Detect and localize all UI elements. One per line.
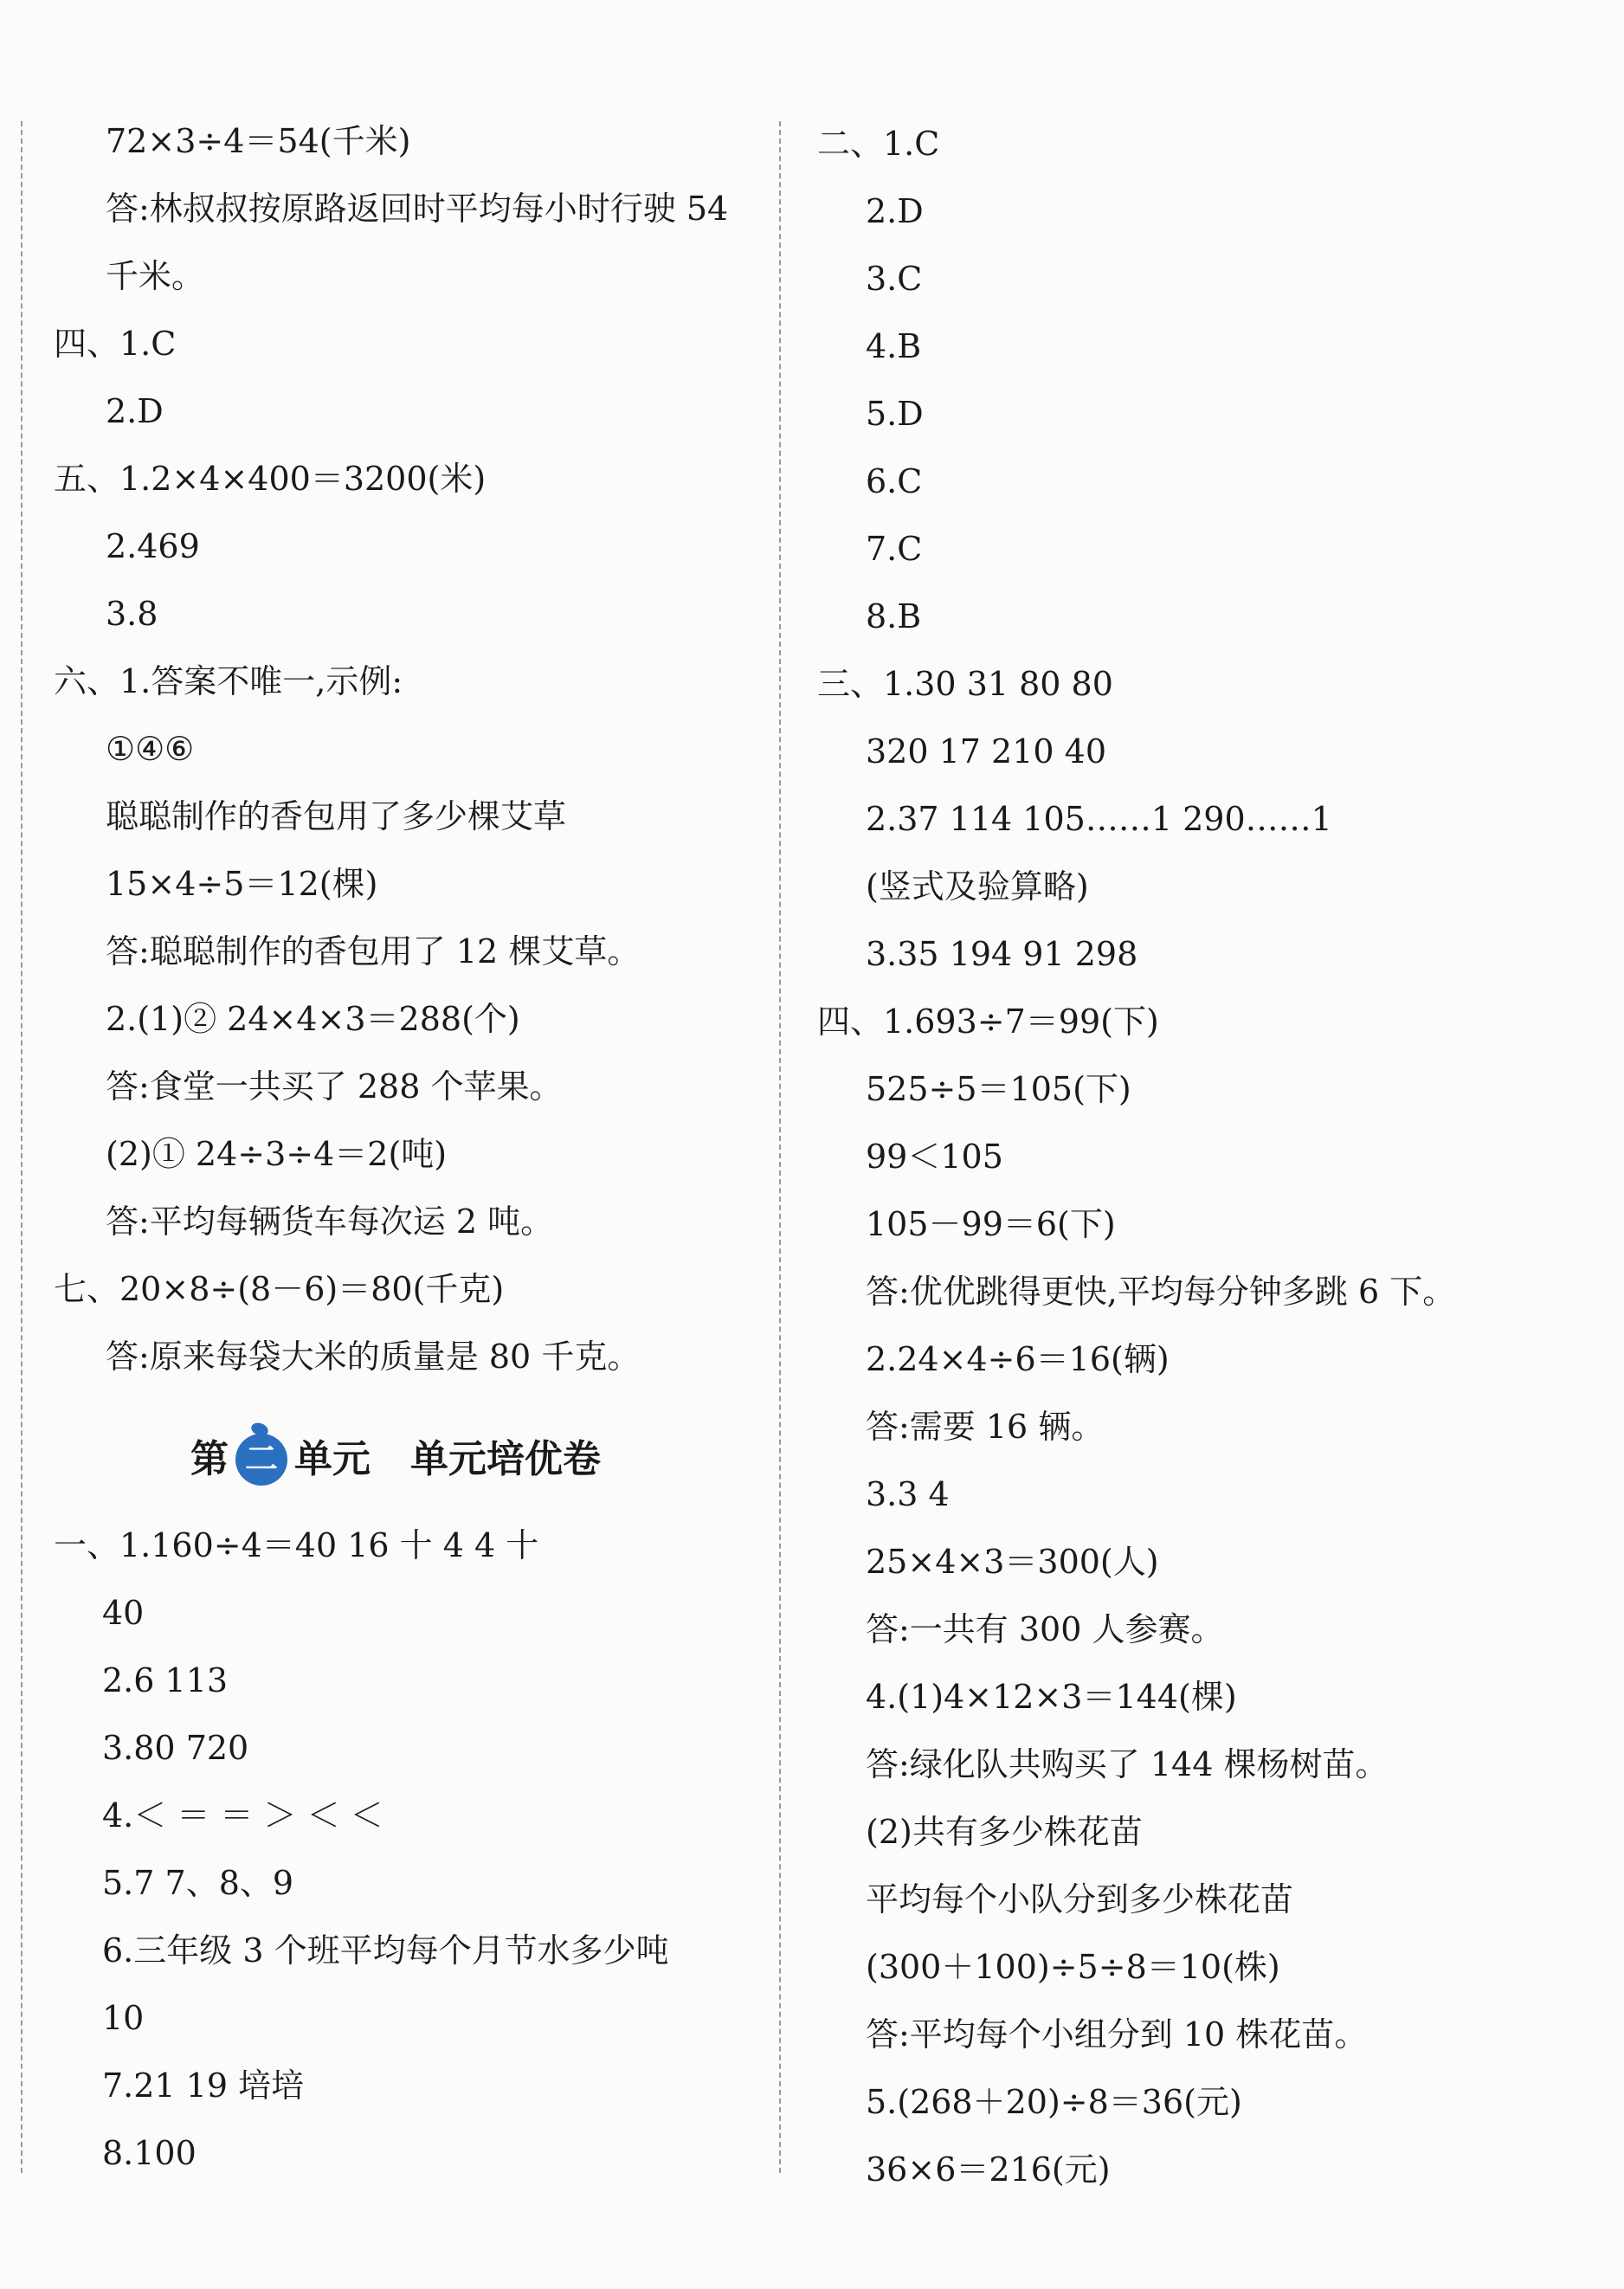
answer-line: 525÷5＝105(下)	[866, 1070, 1131, 1108]
answer-line: 5.7 7、8、9	[102, 1864, 294, 1902]
answer-line: 2.37 114 105……1 290……1	[866, 800, 1332, 838]
answer-line: 3.35 194 91 298	[866, 935, 1138, 973]
answer-line: 答:林叔叔按原路返回时平均每小时行驶 54	[106, 190, 729, 228]
answer-line: 99＜105	[866, 1138, 1003, 1176]
answer-line: 3.8	[106, 595, 158, 633]
answer-line: 2.6 113	[102, 1661, 229, 1699]
section-title	[190, 1434, 601, 1486]
unit-number: 二	[244, 1440, 278, 1478]
answer-line: 105－99＝6(下)	[866, 1205, 1116, 1243]
answer-line: 一、1.160÷4＝40 16 十 4 4 十	[54, 1526, 539, 1564]
unit-number-badge	[235, 1434, 287, 1486]
answer-line: 3.C	[866, 260, 923, 298]
answer-line: 答:一共有 300 人参赛。	[866, 1610, 1224, 1648]
left-margin-rule	[21, 121, 23, 2173]
answer-line: 2.D	[866, 192, 924, 230]
answer-line: (竖式及验算略)	[866, 867, 1089, 906]
answer-line: 答:平均每辆货车每次运 2 吨。	[106, 1203, 554, 1241]
answer-line: 平均每个小队分到多少株花苗	[866, 1880, 1294, 1918]
answer-line: 4.＜ ＝ ＝ ＞ ＜ ＜	[102, 1796, 383, 1834]
answer-line: 答:聪聪制作的香包用了 12 棵艾草。	[106, 932, 641, 970]
answer-line: 聪聪制作的香包用了多少棵艾草	[106, 797, 567, 835]
answer-line: 3.3 4	[866, 1475, 950, 1513]
answer-line: 四、1.C	[54, 325, 177, 363]
answer-line: 五、1.2×4×400＝3200(米)	[54, 460, 487, 498]
answer-line: 36×6＝216(元)	[866, 2150, 1111, 2189]
answer-line: 2.D	[106, 392, 164, 430]
answer-line: 3.80 720	[102, 1729, 249, 1767]
answer-line: 6.C	[866, 462, 923, 500]
answer-line: 25×4×3＝300(人)	[866, 1543, 1159, 1581]
answer-line: 七、20×8÷(8－6)＝80(千克)	[54, 1270, 505, 1308]
answer-line: 8.100	[102, 2134, 197, 2172]
answer-line: 5.D	[866, 395, 924, 433]
answer-line: 2.469	[106, 527, 200, 565]
answer-line: 六、1.答案不唯一,示例:	[54, 662, 403, 700]
answer-line: 4.(1)4×12×3＝144(棵)	[866, 1678, 1237, 1716]
answer-line: 4.B	[866, 327, 922, 365]
answer-line: 5.(268＋20)÷8＝36(元)	[866, 2083, 1242, 2121]
section-title-prefix: 第	[190, 1437, 229, 1481]
answer-line: 三、1.30 31 80 80	[817, 665, 1113, 703]
answer-line: 答:食堂一共买了 288 个苹果。	[106, 1067, 563, 1106]
answer-line: (300＋100)÷5÷8＝10(株)	[866, 1948, 1280, 1986]
answer-line: 320 17 210 40	[866, 732, 1107, 771]
section-title-suffix: 单元	[294, 1437, 371, 1481]
answer-line: 二、1.C	[817, 125, 940, 163]
answer-line: 2.(1)② 24×4×3＝288(个)	[106, 1000, 520, 1038]
answer-line: 7.C	[866, 530, 923, 568]
section-title-name: 单元培优卷	[410, 1437, 601, 1481]
answer-line: 答:原来每袋大米的质量是 80 千克。	[106, 1338, 641, 1376]
answer-line: 2.24×4÷6＝16(辆)	[866, 1340, 1170, 1378]
leaf-icon	[249, 1421, 270, 1438]
answer-line: 千米。	[106, 257, 205, 295]
answer-line: 40	[102, 1594, 145, 1632]
answer-line: 8.B	[866, 597, 922, 635]
answer-line: 答:平均每个小组分到 10 株花苗。	[866, 2015, 1368, 2054]
answer-line: 答:需要 16 辆。	[866, 1408, 1105, 1446]
answer-line: 答:绿化队共购买了 144 棵杨树苗。	[866, 1745, 1389, 1783]
answer-line: 6.三年级 3 个班平均每个月节水多少吨	[102, 1931, 669, 1970]
answer-line: 15×4÷5＝12(棵)	[106, 865, 378, 903]
answer-line: (2)共有多少株花苗	[866, 1813, 1143, 1851]
answer-line: 72×3÷4＝54(千米)	[106, 122, 411, 160]
answer-line: 四、1.693÷7＝99(下)	[817, 1003, 1159, 1041]
answer-line: (2)① 24÷3÷4＝2(吨)	[106, 1135, 448, 1173]
answer-line: 7.21 19 培培	[102, 2067, 305, 2105]
column-divider	[779, 121, 781, 2173]
answer-line: ①④⑥	[106, 730, 195, 768]
answer-line: 10	[102, 1999, 145, 2037]
answer-line: 答:优优跳得更快,平均每分钟多跳 6 下。	[866, 1273, 1456, 1311]
